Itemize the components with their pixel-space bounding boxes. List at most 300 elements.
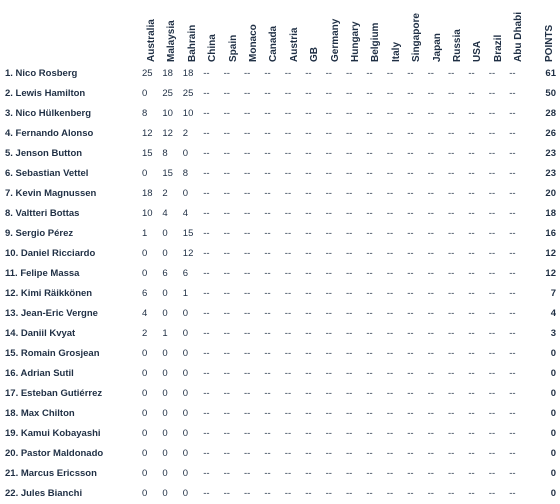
race-result-cell: -- [509, 108, 516, 119]
points-cell: 23 [545, 168, 556, 179]
race-result-cell: -- [509, 288, 516, 299]
race-result-cell: -- [223, 288, 230, 299]
points-cell: 3 [550, 328, 556, 339]
race-result-cell: -- [488, 168, 496, 179]
race-result-cell: -- [284, 488, 292, 499]
race-result-cell: -- [427, 288, 434, 299]
race-result-cell: -- [284, 248, 292, 259]
race-result-cell: -- [407, 448, 414, 459]
race-result-cell: -- [325, 368, 332, 379]
table-row [0, 444, 560, 464]
race-result-cell: -- [203, 168, 210, 179]
race-result-cell: -- [305, 208, 312, 219]
points-cell: 16 [545, 228, 556, 239]
race-result-cell: -- [244, 468, 251, 479]
race-result-cell: -- [284, 188, 292, 199]
race-result-cell: -- [468, 488, 475, 499]
race-result-cell: 0 [142, 468, 148, 479]
race-result-cell: -- [203, 248, 210, 259]
driver-name: 14. Daniil Kvyat [5, 328, 76, 339]
race-result-cell: -- [366, 208, 373, 219]
driver-name: 13. Jean-Eric Vergne [5, 308, 98, 319]
table-row [0, 464, 560, 484]
race-result-cell: -- [264, 268, 271, 279]
race-result-cell: -- [407, 108, 414, 119]
race-result-cell: -- [386, 288, 394, 299]
race-result-cell: -- [203, 268, 210, 279]
race-result-cell: -- [325, 168, 332, 179]
column-header: China [207, 34, 219, 62]
race-result-cell: 0 [142, 168, 148, 179]
race-result-cell: 1 [182, 288, 189, 299]
race-result-cell: -- [427, 348, 434, 359]
race-result-cell: -- [407, 388, 414, 399]
race-result-cell: -- [203, 68, 210, 79]
points-cell: 0 [550, 428, 556, 439]
table-row [0, 484, 560, 504]
race-result-cell: -- [366, 68, 373, 79]
race-result-cell: -- [284, 348, 292, 359]
race-result-cell: -- [488, 208, 496, 219]
race-result-cell: -- [325, 488, 332, 499]
column-header: USA [472, 40, 484, 62]
race-result-cell: 1 [142, 228, 148, 239]
race-result-cell: -- [264, 168, 271, 179]
race-result-cell: -- [488, 128, 496, 139]
race-result-cell: -- [407, 128, 414, 139]
race-result-cell: -- [448, 428, 455, 439]
column-header: Germany [329, 18, 341, 62]
race-result-cell: -- [244, 208, 251, 219]
race-result-cell: 15 [182, 228, 194, 239]
driver-name: 16. Adrian Sutil [5, 368, 74, 379]
race-result-cell: -- [223, 68, 230, 79]
race-result-cell: 4 [182, 208, 189, 219]
race-result-cell: 0 [142, 408, 148, 419]
race-result-cell: -- [448, 228, 455, 239]
race-result-cell: -- [448, 368, 455, 379]
points-cell: 7 [550, 288, 556, 299]
race-result-cell: -- [244, 68, 251, 79]
race-result-cell: -- [203, 128, 210, 139]
race-result-cell: 0 [182, 328, 189, 339]
race-result-cell: -- [509, 348, 516, 359]
race-result-cell: -- [223, 488, 230, 499]
driver-name: 11. Felipe Massa [5, 268, 80, 279]
race-result-cell: -- [366, 288, 373, 299]
race-result-cell: -- [244, 288, 251, 299]
race-result-cell: -- [427, 448, 434, 459]
race-result-cell: -- [264, 208, 271, 219]
race-result-cell: -- [386, 388, 394, 399]
race-result-cell: -- [346, 368, 353, 379]
race-result-cell: -- [386, 88, 394, 99]
column-header: Abu Dhabi [513, 12, 525, 62]
race-result-cell: 12 [182, 248, 194, 259]
race-result-cell: -- [448, 188, 455, 199]
race-result-cell: -- [203, 408, 210, 419]
race-result-cell: -- [468, 428, 475, 439]
race-result-cell: -- [427, 268, 434, 279]
race-result-cell: -- [284, 368, 292, 379]
race-result-cell: -- [366, 468, 373, 479]
race-result-cell: -- [509, 188, 516, 199]
table-row [0, 364, 560, 384]
race-result-cell: -- [407, 248, 414, 259]
driver-name: 1. Nico Rosberg [5, 68, 78, 79]
race-result-cell: -- [509, 308, 516, 319]
race-result-cell: -- [488, 428, 496, 439]
race-result-cell: -- [203, 468, 210, 479]
race-result-cell: 0 [162, 448, 168, 459]
race-result-cell: -- [284, 468, 292, 479]
race-result-cell: -- [427, 128, 434, 139]
race-result-cell: -- [448, 328, 455, 339]
race-result-cell: 6 [182, 268, 189, 279]
race-result-cell: -- [244, 308, 251, 319]
table-row [0, 204, 560, 224]
race-result-cell: -- [305, 348, 312, 359]
race-result-cell: -- [366, 428, 373, 439]
race-result-cell: 12 [162, 128, 173, 139]
race-result-cell: 0 [182, 188, 189, 199]
race-result-cell: -- [407, 188, 414, 199]
race-result-cell: -- [448, 68, 455, 79]
race-result-cell: -- [346, 308, 353, 319]
race-result-cell: -- [427, 388, 434, 399]
race-result-cell: -- [386, 188, 394, 199]
race-result-cell: 1 [162, 328, 168, 339]
race-result-cell: -- [223, 88, 230, 99]
race-result-cell: -- [407, 488, 414, 499]
race-result-cell: -- [407, 208, 414, 219]
race-result-cell: 0 [142, 368, 148, 379]
race-result-cell: -- [223, 328, 230, 339]
race-result-cell: -- [488, 88, 496, 99]
points-cell: 23 [545, 148, 556, 159]
race-result-cell: -- [488, 408, 496, 419]
race-result-cell: -- [509, 208, 516, 219]
race-result-cell: -- [244, 448, 251, 459]
race-result-cell: 0 [162, 368, 168, 379]
driver-name: 8. Valtteri Bottas [5, 208, 80, 219]
race-result-cell: 0 [162, 468, 168, 479]
race-result-cell: -- [325, 468, 332, 479]
race-result-cell: -- [325, 88, 332, 99]
race-result-cell: -- [468, 148, 475, 159]
race-result-cell: 8 [142, 108, 148, 119]
race-result-cell: -- [325, 248, 332, 259]
race-result-cell: 0 [142, 248, 148, 259]
race-result-cell: -- [468, 208, 475, 219]
race-result-cell: -- [366, 188, 373, 199]
race-result-cell: 0 [182, 448, 189, 459]
race-result-cell: -- [223, 168, 230, 179]
race-result-cell: 10 [162, 108, 173, 119]
points-cell: 26 [545, 128, 556, 139]
race-result-cell: -- [468, 268, 475, 279]
race-result-cell: -- [305, 308, 312, 319]
race-result-cell: -- [386, 268, 394, 279]
race-result-cell: -- [488, 448, 496, 459]
race-result-cell: -- [448, 168, 455, 179]
race-result-cell: -- [284, 168, 292, 179]
race-result-cell: -- [346, 208, 353, 219]
race-result-cell: -- [407, 328, 414, 339]
column-header: Spain [227, 34, 239, 62]
race-result-cell: -- [284, 448, 292, 459]
race-result-cell: -- [264, 468, 271, 479]
race-result-cell: 0 [162, 228, 168, 239]
race-result-cell: 6 [142, 288, 148, 299]
race-result-cell: -- [488, 148, 496, 159]
race-result-cell: 0 [162, 248, 168, 259]
race-result-cell: 0 [162, 308, 168, 319]
race-result-cell: -- [264, 428, 271, 439]
race-result-cell: -- [386, 128, 394, 139]
race-result-cell: -- [509, 88, 516, 99]
driver-name: 6. Sebastian Vettel [5, 168, 89, 179]
race-result-cell: -- [264, 408, 271, 419]
race-result-cell: -- [264, 488, 271, 499]
points-header: POINTS [544, 24, 555, 62]
race-result-cell: -- [427, 308, 434, 319]
race-result-cell: -- [223, 228, 230, 239]
race-result-cell: -- [386, 488, 394, 499]
race-result-cell: -- [386, 408, 394, 419]
race-result-cell: -- [468, 88, 475, 99]
race-result-cell: -- [407, 148, 414, 159]
race-result-cell: -- [366, 88, 373, 99]
column-header: Australia [146, 19, 157, 62]
race-result-cell: -- [509, 148, 516, 159]
race-result-cell: -- [203, 88, 210, 99]
race-result-cell: -- [325, 428, 332, 439]
race-result-cell: -- [407, 68, 414, 79]
race-result-cell: -- [488, 468, 496, 479]
race-result-cell: -- [448, 148, 455, 159]
race-result-cell: 25 [162, 88, 173, 99]
race-result-cell: 0 [142, 448, 148, 459]
race-result-cell: -- [427, 488, 434, 499]
race-result-cell: -- [264, 188, 271, 199]
race-result-cell: -- [346, 248, 353, 259]
race-result-cell: -- [325, 188, 332, 199]
race-result-cell: -- [305, 68, 312, 79]
race-result-cell: -- [468, 248, 475, 259]
race-result-cell: -- [346, 168, 353, 179]
race-result-cell: -- [366, 388, 373, 399]
race-result-cell: -- [305, 408, 312, 419]
race-result-cell: -- [488, 348, 496, 359]
race-result-cell: -- [346, 428, 353, 439]
race-result-cell: -- [509, 448, 516, 459]
race-result-cell: -- [488, 288, 496, 299]
race-result-cell: 0 [142, 428, 148, 439]
race-result-cell: -- [203, 348, 210, 359]
race-result-cell: -- [407, 88, 414, 99]
race-result-cell: -- [244, 348, 251, 359]
race-result-cell: -- [305, 248, 312, 259]
race-result-cell: 0 [142, 388, 148, 399]
race-result-cell: 18 [182, 68, 194, 79]
table-row [0, 244, 560, 264]
race-result-cell: -- [264, 148, 271, 159]
race-result-cell: -- [325, 268, 332, 279]
race-result-cell: -- [284, 68, 292, 79]
race-result-cell: 0 [142, 488, 148, 499]
race-result-cell: -- [386, 68, 394, 79]
race-result-cell: -- [346, 388, 353, 399]
race-result-cell: -- [427, 148, 434, 159]
race-result-cell: -- [264, 248, 271, 259]
race-result-cell: 6 [162, 268, 168, 279]
race-result-cell: -- [284, 228, 292, 239]
race-result-cell: -- [427, 428, 434, 439]
race-result-cell: -- [366, 128, 373, 139]
race-result-cell: -- [386, 148, 394, 159]
race-result-cell: -- [427, 188, 434, 199]
race-result-cell: -- [448, 408, 455, 419]
race-result-cell: -- [488, 368, 496, 379]
driver-name: 4. Fernando Alonso [5, 128, 94, 139]
table-row [0, 124, 560, 144]
driver-name: 2. Lewis Hamilton [5, 88, 86, 99]
race-result-cell: -- [203, 368, 210, 379]
race-result-cell: -- [488, 268, 496, 279]
race-result-cell: -- [366, 268, 373, 279]
race-result-cell: -- [366, 108, 373, 119]
race-result-cell: -- [346, 148, 353, 159]
column-header: Bahrain [186, 24, 198, 62]
column-header: Belgium [370, 22, 382, 62]
race-result-cell: -- [509, 268, 516, 279]
race-result-cell: -- [468, 68, 475, 79]
column-header: Russia [452, 29, 463, 62]
race-result-cell: -- [223, 108, 230, 119]
race-result-cell: -- [509, 488, 516, 499]
points-cell: 0 [550, 388, 556, 399]
race-result-cell: -- [223, 428, 230, 439]
column-header: Brazil [492, 34, 504, 62]
race-result-cell: -- [244, 128, 251, 139]
race-result-cell: -- [488, 488, 496, 499]
race-result-cell: -- [427, 468, 434, 479]
race-result-cell: -- [488, 308, 496, 319]
race-result-cell: -- [325, 68, 332, 79]
race-result-cell: -- [264, 288, 271, 299]
race-result-cell: -- [468, 348, 475, 359]
race-result-cell: 15 [142, 148, 153, 159]
race-result-cell: -- [284, 128, 292, 139]
race-result-cell: -- [203, 228, 210, 239]
race-result-cell: 0 [162, 388, 168, 399]
race-result-cell: -- [244, 148, 251, 159]
race-result-cell: -- [509, 128, 516, 139]
race-result-cell: -- [427, 88, 434, 99]
race-result-cell: 4 [142, 308, 148, 319]
race-result-cell: -- [448, 388, 455, 399]
race-result-cell: -- [305, 388, 312, 399]
driver-name: 7. Kevin Magnussen [5, 188, 97, 199]
race-result-cell: -- [407, 408, 414, 419]
race-result-cell: 0 [182, 428, 189, 439]
race-result-cell: -- [244, 248, 251, 259]
race-result-cell: -- [264, 308, 271, 319]
points-cell: 12 [545, 268, 556, 279]
race-result-cell: -- [284, 108, 292, 119]
race-result-cell: -- [407, 228, 414, 239]
race-result-cell: -- [366, 308, 373, 319]
table-row [0, 284, 560, 304]
race-result-cell: -- [488, 248, 496, 259]
driver-name: 12. Kimi Räikkönen [5, 288, 93, 299]
race-result-cell: -- [284, 408, 292, 419]
race-result-cell: 0 [162, 488, 168, 499]
race-result-cell: -- [305, 288, 312, 299]
race-result-cell: -- [468, 448, 475, 459]
race-result-cell: -- [346, 288, 353, 299]
race-result-cell: -- [427, 368, 434, 379]
driver-name: 18. Max Chilton [5, 408, 75, 419]
race-result-cell: -- [427, 228, 434, 239]
points-cell: 12 [545, 248, 556, 259]
race-result-cell: -- [448, 128, 455, 139]
race-result-cell: -- [305, 188, 312, 199]
race-result-cell: -- [509, 168, 516, 179]
race-result-cell: -- [244, 228, 251, 239]
race-result-cell: -- [325, 308, 332, 319]
race-result-cell: -- [468, 468, 475, 479]
race-result-cell: -- [284, 268, 292, 279]
driver-name: 17. Esteban Gutiérrez [5, 388, 103, 399]
race-result-cell: -- [325, 408, 332, 419]
column-header: Canada [268, 25, 280, 62]
race-result-cell: -- [305, 328, 312, 339]
race-result-cell: -- [346, 88, 353, 99]
race-result-cell: 25 [142, 68, 153, 79]
race-result-cell: -- [203, 448, 210, 459]
race-result-cell: -- [448, 308, 455, 319]
race-result-cell: 0 [142, 268, 148, 279]
column-header: Austria [288, 27, 300, 62]
race-result-cell: -- [448, 208, 455, 219]
table-row [0, 64, 560, 84]
race-result-cell: -- [325, 148, 332, 159]
race-result-cell: -- [448, 108, 455, 119]
race-result-cell: -- [407, 428, 414, 439]
race-result-cell: 10 [182, 108, 194, 119]
race-result-cell: -- [407, 308, 414, 319]
race-result-cell: -- [223, 468, 230, 479]
race-result-cell: -- [488, 188, 496, 199]
race-result-cell: -- [366, 448, 373, 459]
race-result-cell: -- [264, 128, 271, 139]
race-result-cell: -- [284, 288, 292, 299]
race-result-cell: -- [325, 388, 332, 399]
race-result-cell: -- [264, 328, 271, 339]
race-result-cell: -- [244, 268, 251, 279]
race-result-cell: -- [346, 488, 353, 499]
race-result-cell: -- [448, 88, 455, 99]
race-result-cell: 0 [182, 308, 189, 319]
race-result-cell: -- [223, 208, 230, 219]
race-result-cell: -- [407, 368, 414, 379]
race-result-cell: -- [244, 388, 251, 399]
race-result-cell: -- [366, 348, 373, 359]
race-result-cell: 0 [182, 148, 189, 159]
race-result-cell: 0 [182, 488, 189, 499]
